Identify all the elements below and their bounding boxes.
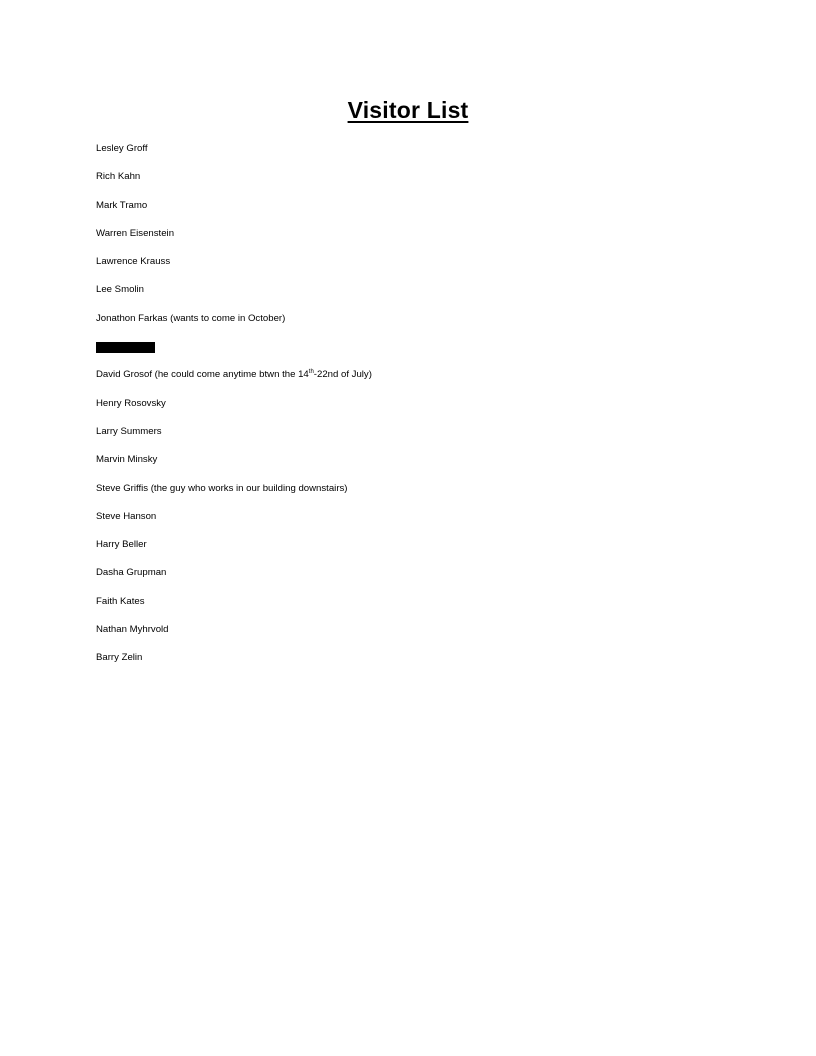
visitor-name: Mark Tramo [96,199,148,211]
list-item [96,623,372,651]
list-item [96,538,372,566]
visitor-list [96,142,372,680]
entry-text-before: David Grosof (he could come anytime btwn the 14 [96,369,309,381]
visitor-name: Lesley Groff [96,143,148,154]
visitor-name: Rich Kahn [96,171,141,183]
list-item [96,482,372,510]
list-item [96,397,372,425]
list-item [96,199,372,227]
entry-text-after: -22nd of July) [313,369,372,381]
ordinal-suffix: th [308,369,314,376]
list-item-redacted [96,340,372,368]
list-item [96,142,372,170]
list-item [96,255,372,283]
list-item [96,425,372,453]
list-item [96,566,372,594]
visitor-name [96,369,372,380]
visitor-name: Steve Hanson [96,510,157,522]
visitor-name: Henry Rosovsky [96,397,166,409]
visitor-name: Barry Zelin [96,652,143,664]
page-title: Visitor List [347,97,469,123]
list-item [96,227,372,255]
redaction-bar [96,342,155,353]
list-item [96,595,372,623]
list-item [96,170,372,198]
visitor-name: Harry Beller [96,539,147,551]
visitor-name: Jonathon Farkas (wants to come in October) [96,312,286,324]
list-item [96,312,372,340]
visitor-name: Dasha Grupman [96,567,167,579]
list-item [96,510,372,538]
visitor-name: Larry Summers [96,425,162,437]
visitor-name: Nathan Myhrvold [96,624,169,636]
list-item [96,368,372,396]
visitor-name: Steve Griffis (the guy who works in our building downstairs) [96,482,348,494]
list-item [96,651,372,679]
visitor-name: Marvin Minsky [96,454,158,466]
visitor-name: Lee Smolin [96,284,144,296]
visitor-name: Faith Kates [96,595,145,607]
list-item [96,453,372,481]
list-item [96,283,372,311]
visitor-name: Lawrence Krauss [96,256,171,268]
visitor-name: Warren Eisenstein [96,227,175,239]
